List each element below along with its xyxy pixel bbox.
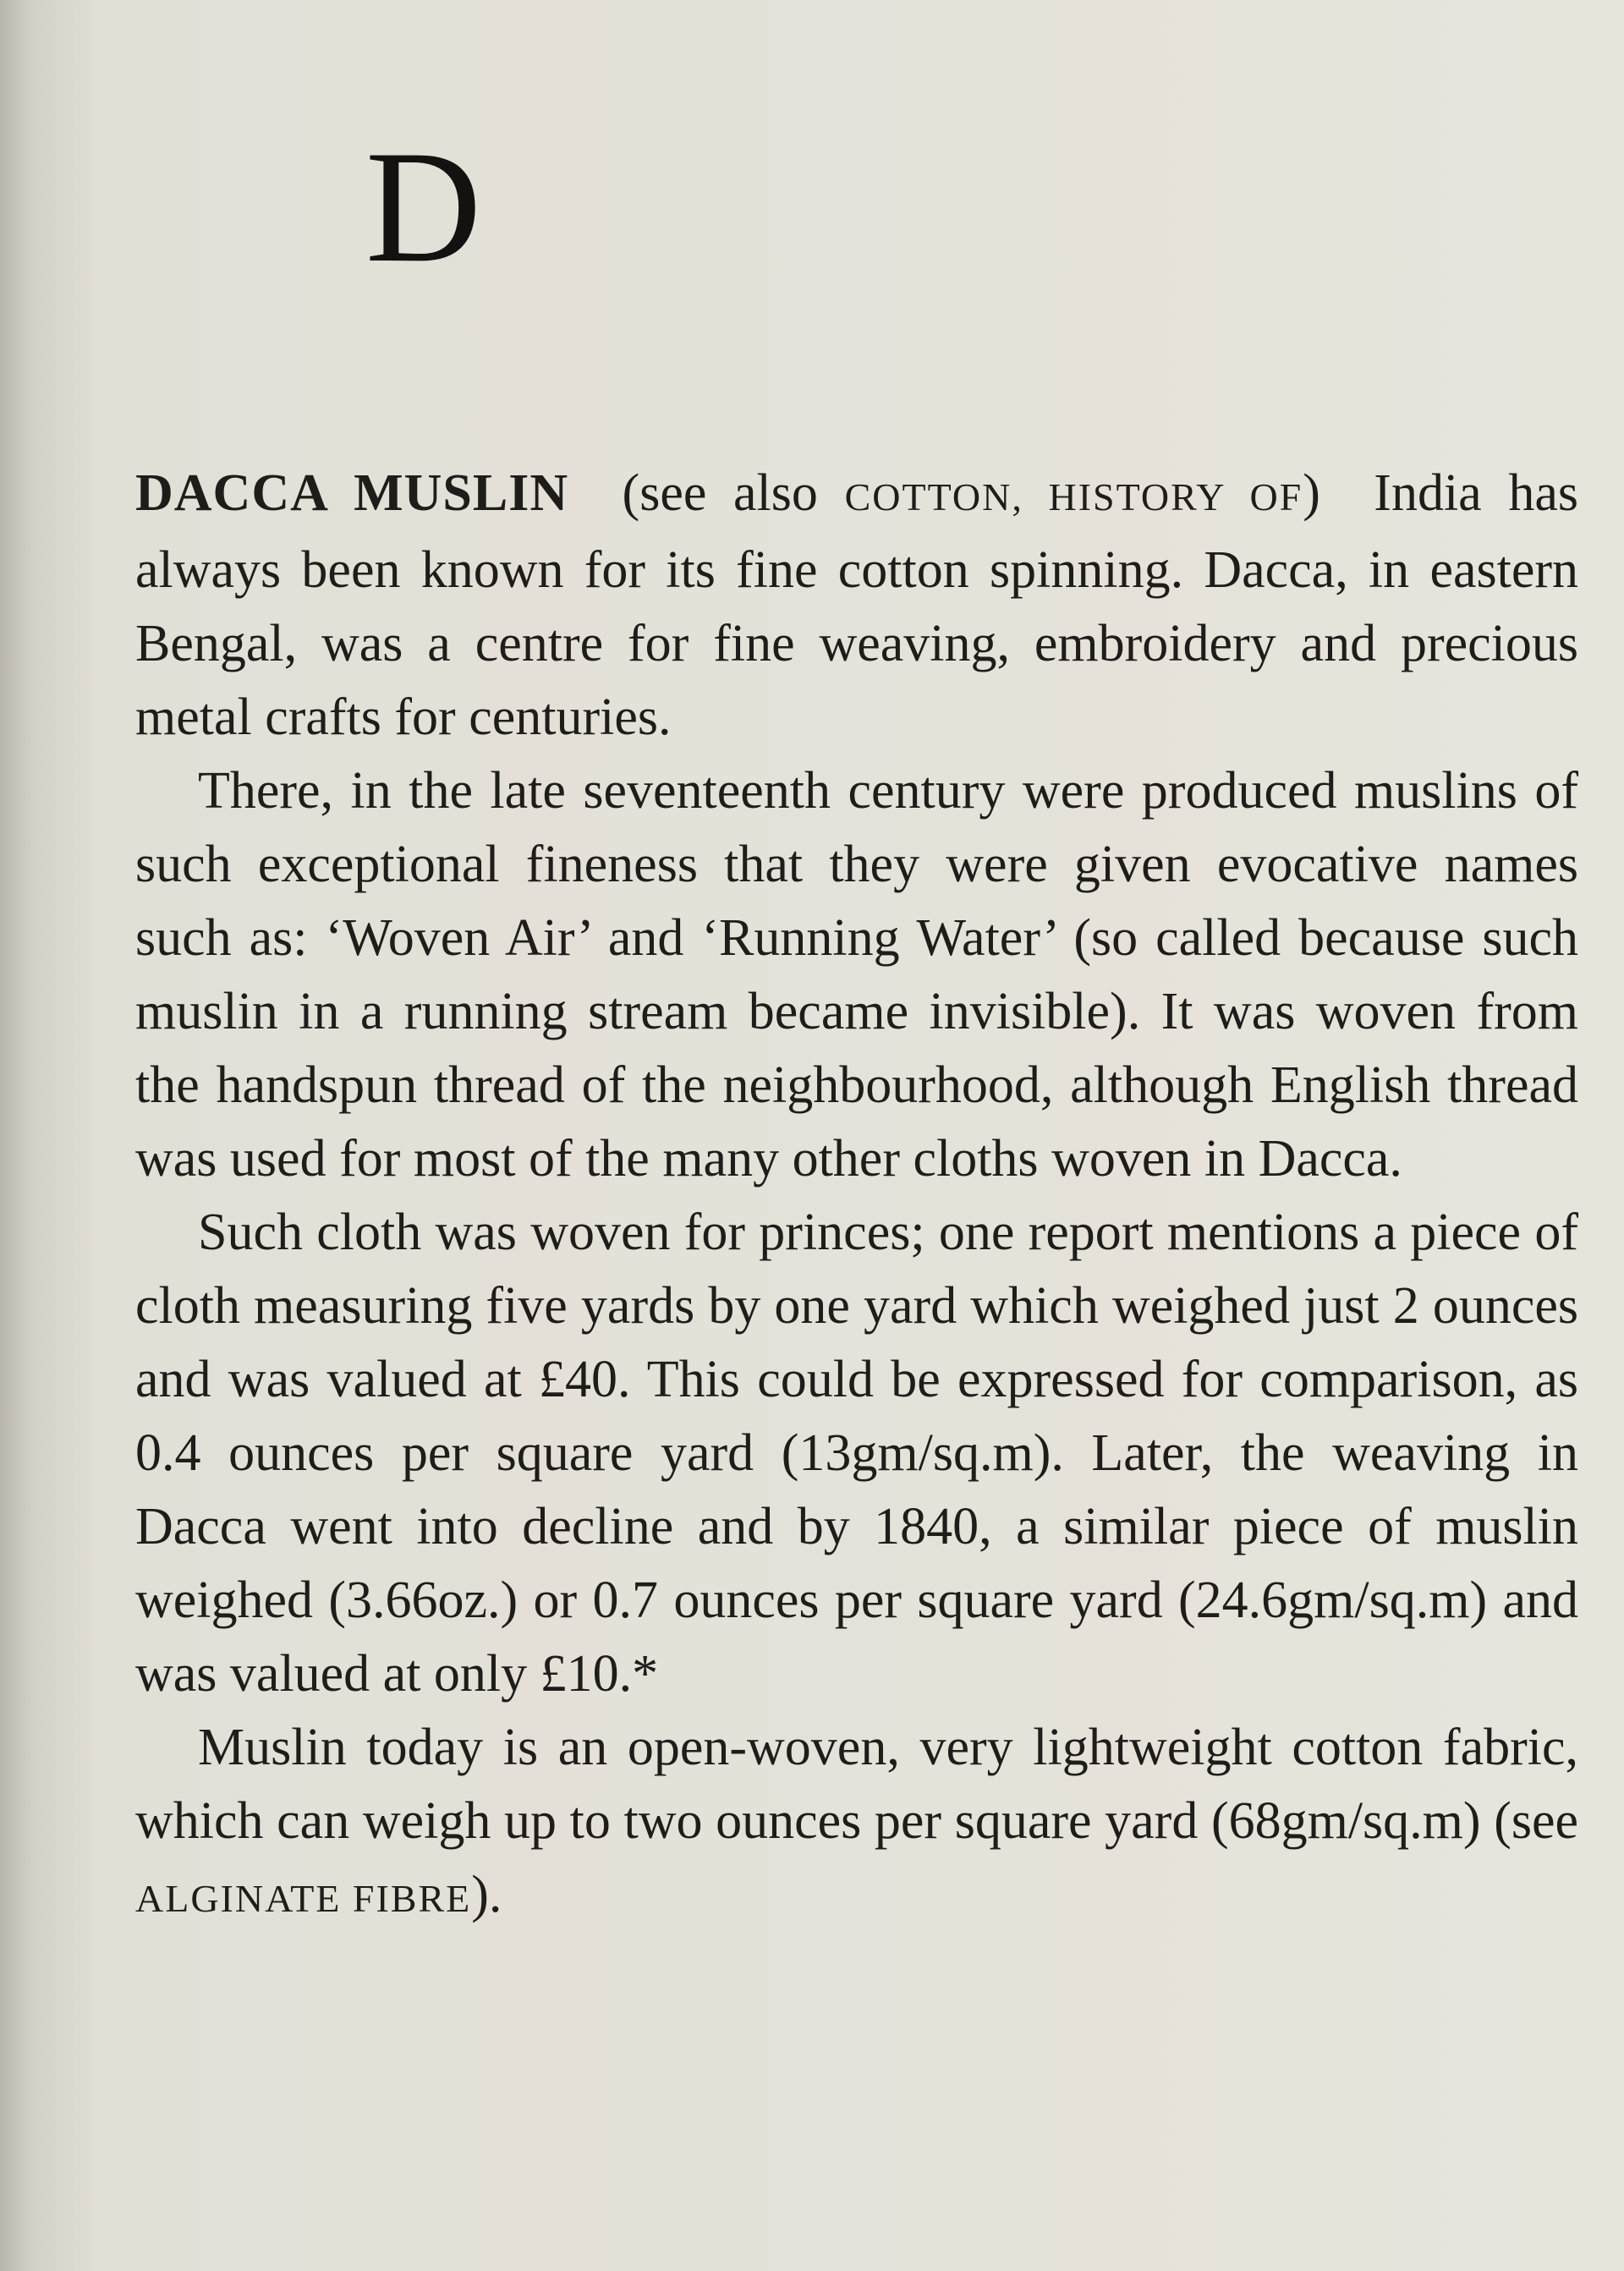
paragraph-2: There, in the late seventeenth century were produced muslins of such exceptional fineness that they were given evocative names such as: ‘Woven Air’ and ‘Running Water’ (so called because such muslin in a running stream became invisible). It was woven from the handspun thread of the neighbourhood, although English thread was used for most of the many other cloths woven in Dacca. [135, 762, 1578, 1188]
see-also-reference: COTTON, HISTORY OF [844, 475, 1303, 518]
see-also-open: (see also [622, 464, 845, 522]
entry-first-paragraph [135, 457, 1578, 754]
paragraph-1-text: India has always been known for its fine cotton spinning. Dacca, in eastern Bengal, was a centre for fine weaving, embroidery and precious metal crafts for centuries. [135, 464, 1579, 746]
paragraph-4-text: Muslin today is an open-woven, very lightweight cotton fabric, which can weigh up to two ounces per square yard (68gm/sq.m) (see [135, 1719, 1578, 1850]
paragraph-4-end: ). [471, 1866, 502, 1923]
see-also-close: ) [1303, 464, 1320, 522]
paragraph-3: Such cloth was woven for princes; one report mentions a piece of cloth measuring five yards by one yard which weighed just 2 ounces and was valued at £40. This could be expressed for comparison, as 0.4 ounces per square yard (13gm/sq.m). Later, the weaving in Dacca went into decline and by 1840, a similar piece of muslin weighed (3.66oz.) or 0.7 ounces per square yard (24.6gm/sq.m) and was valued at only £10.* [135, 1204, 1578, 1703]
cross-reference-alginate: ALGINATE FIBRE [135, 1877, 472, 1920]
dictionary-entry [135, 457, 1578, 1935]
section-letter: D [365, 118, 482, 296]
entry-headword: DACCA MUSLIN [135, 464, 569, 522]
paragraph-4 [135, 1711, 1578, 1935]
